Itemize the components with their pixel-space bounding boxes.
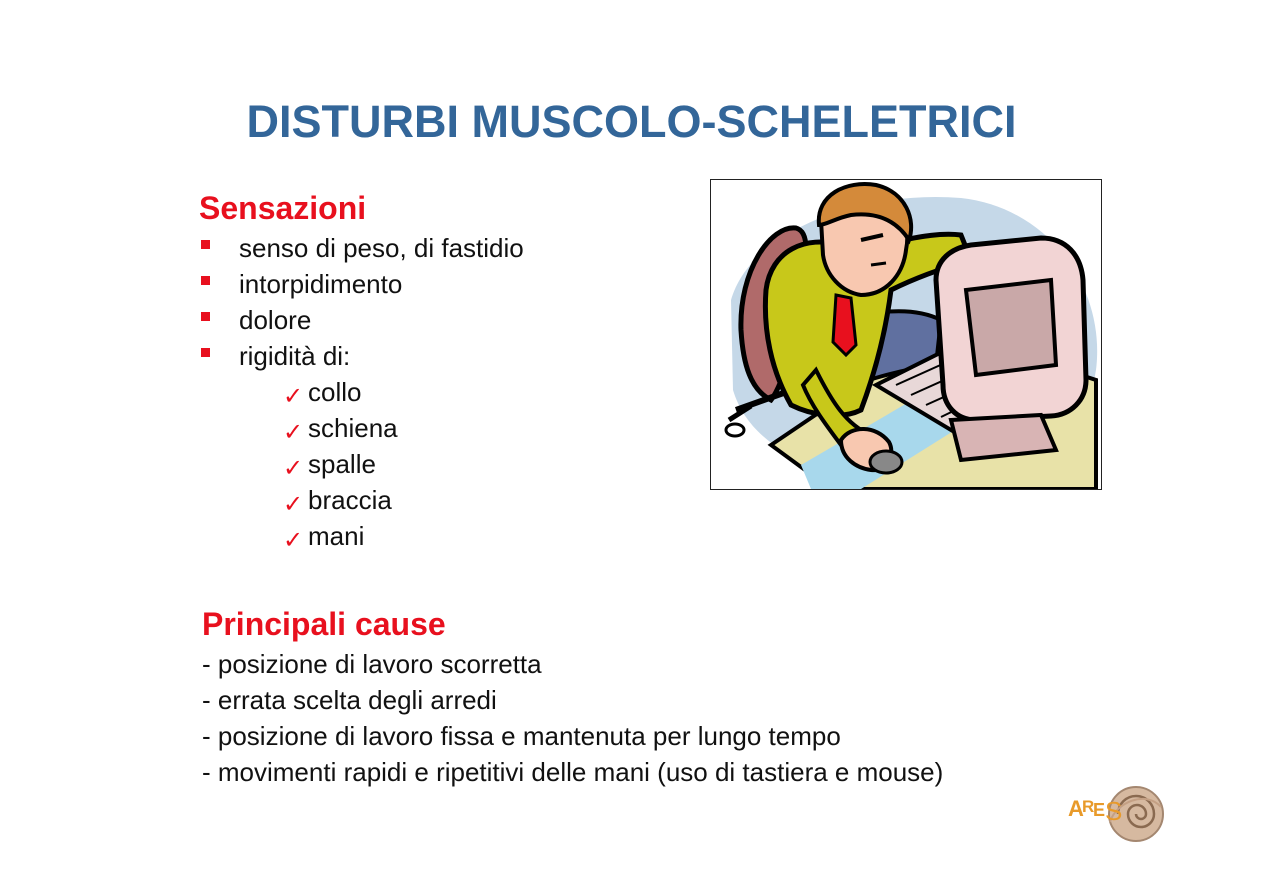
list-item: - movimenti rapidi e ripetitivi delle mani (uso di tastiera e mouse) (202, 757, 944, 787)
square-bullet-icon (201, 348, 210, 357)
body-part-text: braccia (308, 485, 392, 515)
ares-logo (1066, 782, 1166, 844)
svg-text:R: R (1082, 797, 1095, 816)
square-bullet-icon (201, 240, 210, 249)
body-part-text: collo (308, 377, 362, 407)
list-item (283, 482, 398, 518)
square-bullet-icon (201, 312, 210, 321)
cause-list (202, 646, 943, 790)
list-item (283, 374, 398, 410)
list-item: - posizione di lavoro scorretta (202, 649, 542, 679)
symptom-list (199, 230, 524, 374)
symptom-text: dolore (239, 305, 312, 335)
body-part-text: schiena (308, 413, 398, 443)
list-item (199, 230, 524, 266)
checkmark-icon: ✓ (283, 418, 304, 446)
rigidity-parts-list (283, 374, 398, 554)
list-item (199, 338, 524, 374)
list-item (199, 302, 524, 338)
svg-text:S: S (1105, 796, 1123, 826)
svg-text:E: E (1093, 800, 1106, 820)
list-item (283, 446, 398, 482)
body-part-text: mani (308, 521, 365, 551)
nautilus-shell-logo-icon (1066, 782, 1166, 844)
list-item (283, 410, 398, 446)
list-item (199, 266, 524, 302)
checkmark-icon: ✓ (283, 382, 304, 410)
checkmark-icon: ✓ (283, 526, 304, 554)
office-worker-at-computer-icon (711, 180, 1101, 489)
slide-title: DISTURBI MUSCOLO-SCHELETRICI (246, 96, 1017, 147)
checkmark-icon: ✓ (283, 454, 304, 482)
symptom-text: rigidità di: (239, 341, 351, 371)
list-item: - posizione di lavoro fissa e mantenuta per lungo tempo (202, 721, 841, 751)
svg-text:A: A (1068, 796, 1084, 821)
list-item (283, 518, 398, 554)
office-worker-illustration (710, 179, 1102, 490)
symptoms-heading: Sensazioni (199, 190, 367, 226)
symptom-text: intorpidimento (239, 269, 403, 299)
symptom-text: senso di peso, di fastidio (239, 233, 524, 263)
square-bullet-icon (201, 276, 210, 285)
causes-heading: Principali cause (202, 606, 446, 642)
checkmark-icon: ✓ (283, 490, 304, 518)
list-item: - errata scelta degli arredi (202, 685, 497, 715)
body-part-text: spalle (308, 449, 376, 479)
